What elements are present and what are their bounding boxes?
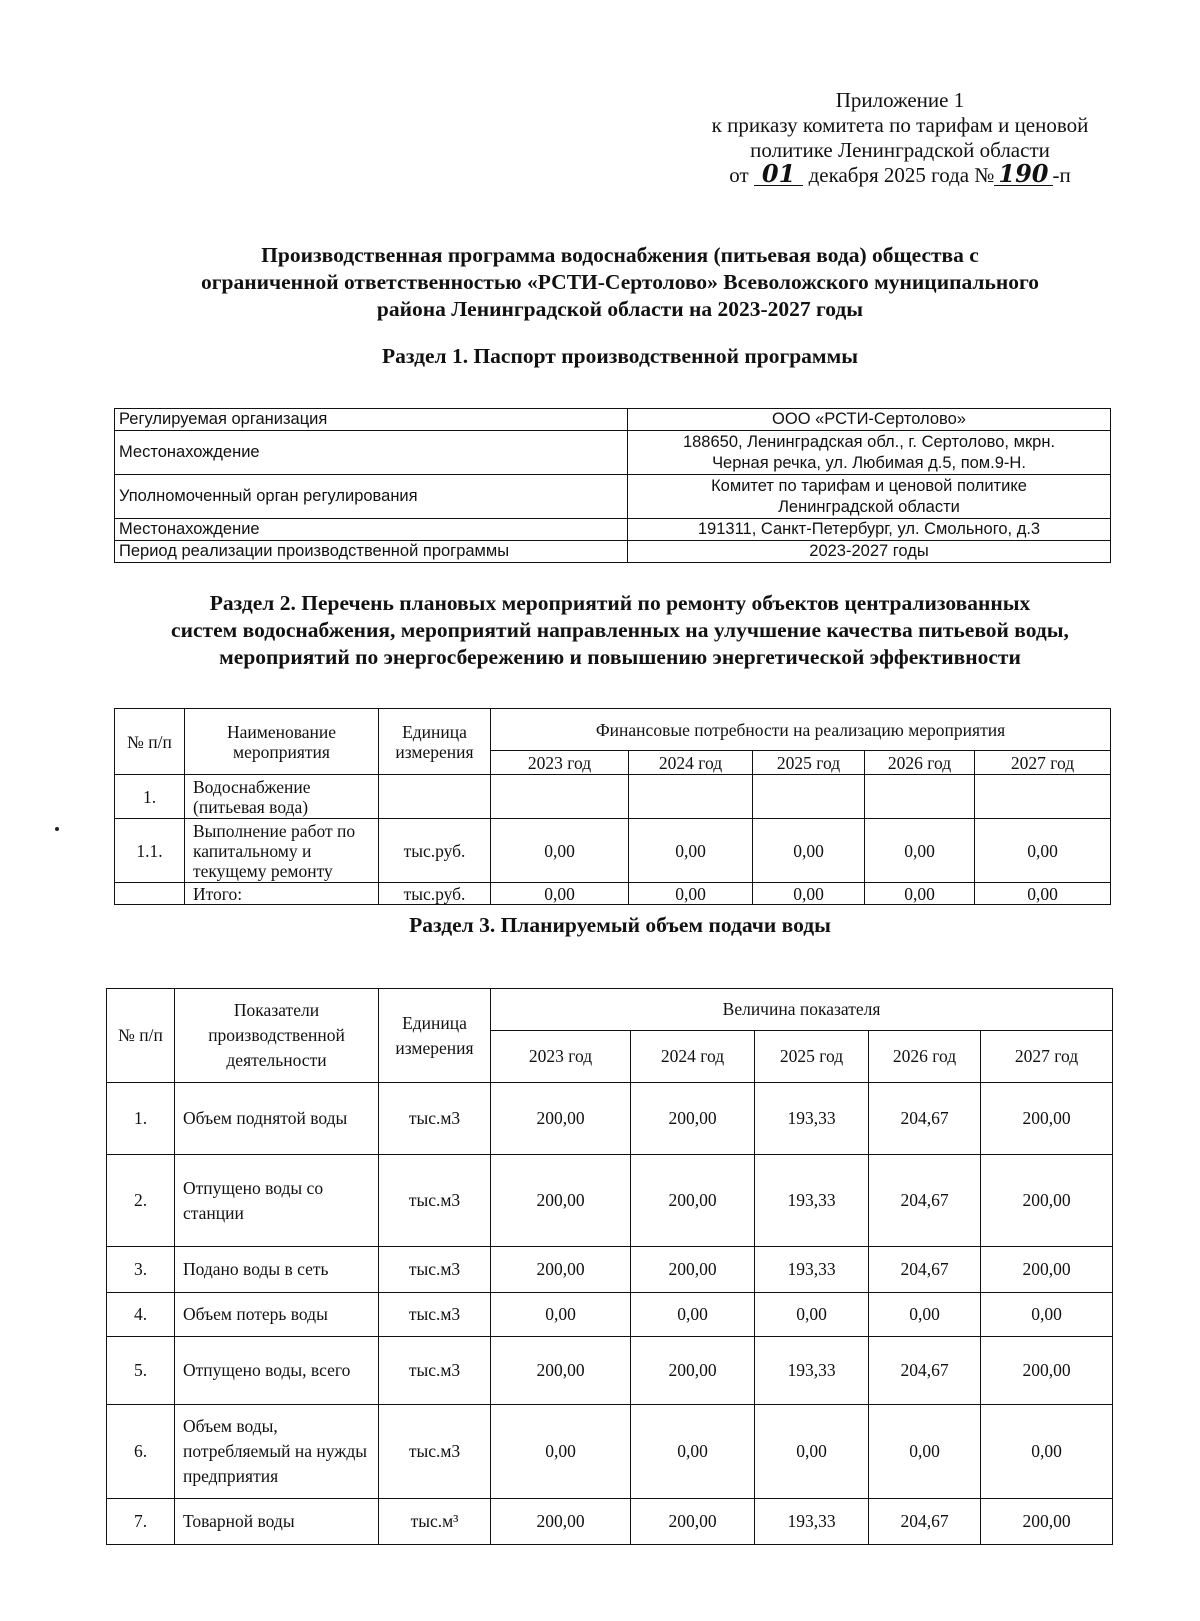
indicator-name: Объем воды, потребляемый на нужды предприятия (175, 1405, 379, 1499)
passport-value (628, 519, 1111, 541)
passport-value-line: 2023-2027 годы (809, 542, 929, 560)
value-cell (975, 775, 1111, 819)
water-volume-table (106, 988, 1113, 1545)
value-cell (865, 775, 975, 819)
s3-header-num: № п/п (107, 989, 175, 1083)
value-cell: 200,00 (631, 1247, 755, 1293)
passport-label: Уполномоченный орган регулирования (115, 475, 628, 519)
passport-row (115, 409, 1111, 431)
unit-cell: тыс.м3 (379, 1337, 491, 1405)
value-cell: 0,00 (753, 883, 865, 905)
s3-header-name: Показатели производственной деятельности (175, 989, 379, 1083)
value-cell (629, 775, 753, 819)
section3-title: Раздел 3. Планируемый объем подачи воды (409, 913, 831, 937)
value-cell: 200,00 (981, 1083, 1113, 1155)
s2-header-name: Наименование мероприятия (185, 709, 379, 775)
indicator-name: Отпущено воды, всего (175, 1337, 379, 1405)
unit-cell: тыс.м3 (379, 1155, 491, 1247)
value-cell: 200,00 (631, 1499, 755, 1545)
s3-header-unit: Единица измерения (379, 989, 491, 1083)
passport-label: Местонахождение (115, 431, 628, 475)
passport-value-line: 191311, Санкт-Петербург, ул. Смольного, д.3 (697, 520, 1041, 538)
passport-value-line: Ленинградской области (778, 497, 960, 516)
value-cell: 200,00 (491, 1083, 631, 1155)
appendix-line2: к приказу комитета по тарифам и ценовой (711, 113, 1089, 137)
indicator-name: Отпущено воды со станции (175, 1155, 379, 1247)
unit-cell: тыс.м3 (379, 1293, 491, 1337)
value-cell: 204,67 (869, 1499, 981, 1545)
indicator-row (107, 1083, 1113, 1155)
passport-row (115, 475, 1111, 519)
value-cell: 200,00 (491, 1155, 631, 1247)
appendix-line1: Приложение 1 (835, 88, 965, 112)
passport-value (628, 409, 1111, 431)
appendix-block (640, 88, 1160, 188)
year-header: 2027 год (975, 751, 1111, 775)
value-cell: 204,67 (869, 1155, 981, 1247)
measure-name: Выполнение работ по капитальному и текущему ремонту (185, 819, 379, 883)
value-cell: 193,33 (755, 1247, 869, 1293)
handwritten-day: 01 (754, 163, 803, 186)
value-cell: 0,00 (865, 883, 975, 905)
year-header: 2026 год (865, 751, 975, 775)
handwritten-number: 190 (994, 163, 1052, 186)
year-header: 2025 год (755, 1031, 869, 1083)
row-number: 1. (115, 775, 185, 819)
value-cell (753, 775, 865, 819)
passport-row (115, 519, 1111, 541)
row-number: 5. (107, 1337, 175, 1405)
section2-title-line2: систем водоснабжения, мероприятий направленных на улучшение качества питьевой воды, (171, 618, 1069, 642)
main-title-line1: Производственная программа водоснабжения (питьевая вода) общества с (261, 243, 979, 267)
value-cell (491, 775, 629, 819)
value-cell: 0,00 (491, 1293, 631, 1337)
measures-table (114, 708, 1111, 905)
passport-value-line: Черная речка, ул. Любимая д.5, пом.9-Н. (712, 453, 1026, 472)
passport-value (628, 541, 1111, 563)
passport-value (628, 431, 1111, 475)
value-cell: 204,67 (869, 1083, 981, 1155)
passport-label: Регулируемая организация (115, 409, 628, 431)
unit-cell: тыс.м3 (379, 1405, 491, 1499)
section2-title-line3: мероприятий по энергосбережению и повышению энергетической эффективности (219, 645, 1021, 669)
value-cell: 193,33 (755, 1155, 869, 1247)
passport-value (628, 475, 1111, 519)
measure-name: Водоснабжение (питьевая вода) (185, 775, 379, 819)
section2-title (100, 590, 1140, 671)
number-suffix: -п (1052, 163, 1071, 187)
appendix-date-line (640, 159, 1160, 188)
measure-name: Итого: (185, 883, 379, 905)
row-number: 2. (107, 1155, 175, 1247)
measure-row (115, 775, 1111, 819)
passport-value-line: 188650, Ленинградская обл., г. Сертолово, мкрн. (682, 432, 1056, 451)
measure-row (115, 883, 1111, 905)
year-header: 2024 год (631, 1031, 755, 1083)
row-number: 3. (107, 1247, 175, 1293)
indicator-row (107, 1293, 1113, 1337)
value-cell: 200,00 (981, 1155, 1113, 1247)
row-number: 1. (107, 1083, 175, 1155)
indicator-row (107, 1247, 1113, 1293)
section2-title-line1: Раздел 2. Перечень плановых мероприятий по ремонту объектов централизованных (209, 591, 1031, 615)
value-cell: 204,67 (869, 1337, 981, 1405)
row-number: 6. (107, 1405, 175, 1499)
passport-row (115, 431, 1111, 475)
value-cell: 0,00 (629, 883, 753, 905)
year-header: 2024 год (629, 751, 753, 775)
value-cell: 0,00 (631, 1405, 755, 1499)
year-header: 2027 год (981, 1031, 1113, 1083)
value-cell: 193,33 (755, 1337, 869, 1405)
passport-value-line: ООО «РСТИ-Сертолово» (772, 410, 966, 428)
value-cell: 0,00 (869, 1405, 981, 1499)
section1-title: Раздел 1. Паспорт производственной программы (381, 344, 859, 368)
appendix-line3: политике Ленинградской области (750, 138, 1050, 162)
unit-cell: тыс.м3 (379, 1083, 491, 1155)
row-number: 7. (107, 1499, 175, 1545)
value-cell: 0,00 (491, 883, 629, 905)
passport-label: Местонахождение (115, 519, 628, 541)
value-cell: 200,00 (491, 1499, 631, 1545)
value-cell: 0,00 (491, 819, 629, 883)
value-cell: 200,00 (491, 1247, 631, 1293)
value-cell: 0,00 (865, 819, 975, 883)
indicator-row (107, 1337, 1113, 1405)
value-cell: 0,00 (869, 1293, 981, 1337)
s3-header-group: Величина показателя (491, 989, 1113, 1031)
value-cell: 0,00 (755, 1405, 869, 1499)
row-number (115, 883, 185, 905)
value-cell: 0,00 (631, 1293, 755, 1337)
indicator-name: Объем потерь воды (175, 1293, 379, 1337)
year-header: 2023 год (491, 751, 629, 775)
passport-value-line: Комитет по тарифам и ценовой политике (711, 476, 1027, 495)
passport-label: Период реализации производственной программы (115, 541, 628, 563)
row-number: 4. (107, 1293, 175, 1337)
value-cell: 204,67 (869, 1247, 981, 1293)
value-cell: 200,00 (491, 1337, 631, 1405)
main-title-line2: ограниченной ответственностью «РСТИ-Сертолово» Всеволожского муниципального (201, 270, 1039, 294)
value-cell: 200,00 (631, 1083, 755, 1155)
unit-cell: тыс.м³ (379, 1499, 491, 1545)
indicator-row (107, 1155, 1113, 1247)
indicator-name: Подано воды в сеть (175, 1247, 379, 1293)
main-title (100, 242, 1140, 323)
value-cell: 0,00 (981, 1293, 1113, 1337)
value-cell: 200,00 (981, 1247, 1113, 1293)
value-cell: 200,00 (981, 1499, 1113, 1545)
indicator-name: Объем поднятой воды (175, 1083, 379, 1155)
year-header: 2023 год (491, 1031, 631, 1083)
value-cell: 0,00 (755, 1293, 869, 1337)
value-cell: 200,00 (981, 1337, 1113, 1405)
passport-row (115, 541, 1111, 563)
value-cell: 0,00 (753, 819, 865, 883)
value-cell: 193,33 (755, 1499, 869, 1545)
s2-header-num: № п/п (115, 709, 185, 775)
indicator-name: Товарной воды (175, 1499, 379, 1545)
value-cell: 0,00 (981, 1405, 1113, 1499)
unit-cell (379, 775, 491, 819)
value-cell: 0,00 (975, 819, 1111, 883)
date-month-year: декабря 2025 года № (808, 163, 995, 187)
indicator-row (107, 1499, 1113, 1545)
date-prefix: от (729, 163, 749, 187)
value-cell: 0,00 (975, 883, 1111, 905)
s2-header-unit: Единица измерения (379, 709, 491, 775)
value-cell: 0,00 (491, 1405, 631, 1499)
unit-cell: тыс.руб. (379, 819, 491, 883)
main-title-line3: района Ленинградской области на 2023-2027 годы (376, 297, 864, 321)
unit-cell: тыс.руб. (379, 883, 491, 905)
passport-table (114, 408, 1111, 563)
year-header: 2025 год (753, 751, 865, 775)
s2-header-group: Финансовые потребности на реализацию мероприятия (491, 709, 1111, 751)
measure-row (115, 819, 1111, 883)
value-cell: 200,00 (631, 1155, 755, 1247)
value-cell: 200,00 (631, 1337, 755, 1405)
indicator-row (107, 1405, 1113, 1499)
value-cell: 193,33 (755, 1083, 869, 1155)
year-header: 2026 год (869, 1031, 981, 1083)
value-cell: 0,00 (629, 819, 753, 883)
scan-speck (55, 827, 59, 831)
row-number: 1.1. (115, 819, 185, 883)
unit-cell: тыс.м3 (379, 1247, 491, 1293)
